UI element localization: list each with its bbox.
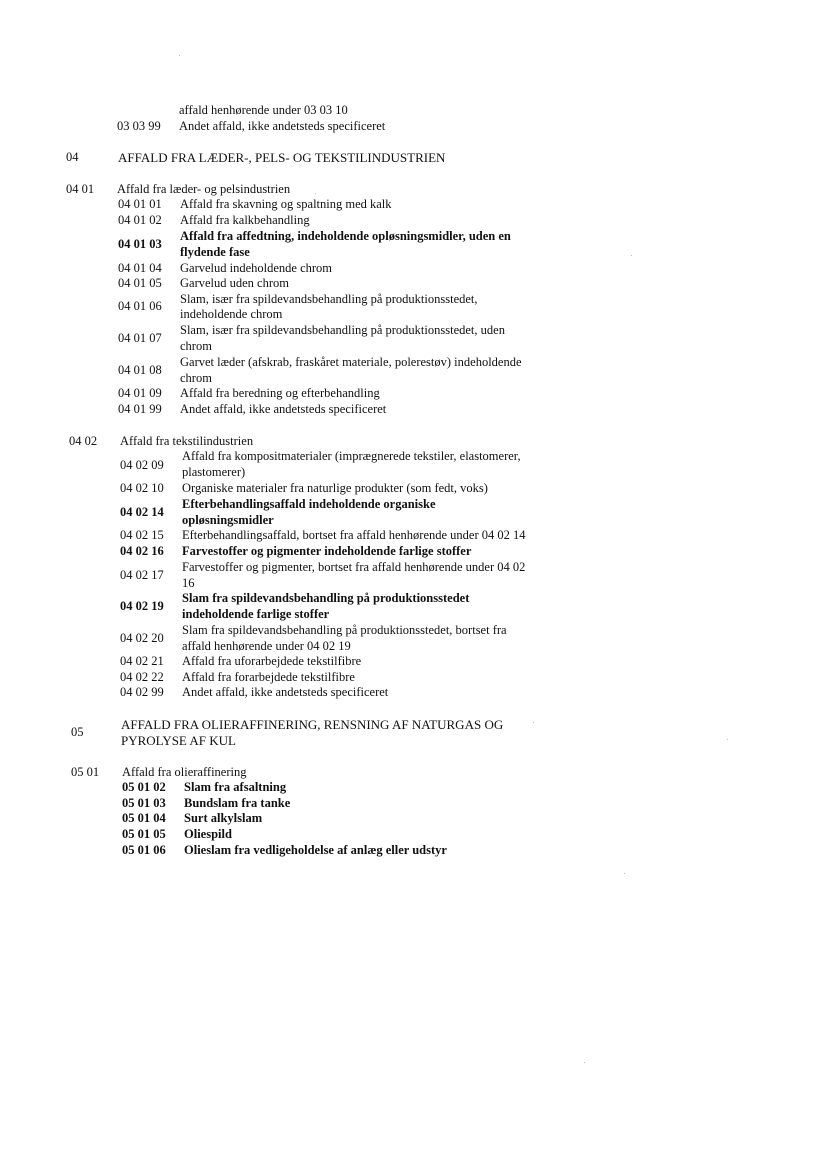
waste-description: chrom (180, 371, 212, 385)
waste-code: 04 01 99 (118, 402, 162, 416)
hazardous-waste-description: opløsningsmidler (182, 513, 274, 527)
waste-code: 04 01 07 (118, 331, 162, 345)
scan-speck (631, 255, 632, 256)
waste-description: chrom (180, 339, 212, 353)
waste-code: 04 02 17 (120, 568, 164, 582)
waste-description: Affald fra forarbejdede tekstilfibre (182, 670, 355, 684)
section-title: Affald fra olieraffinering (122, 765, 247, 779)
scan-speck (179, 55, 180, 56)
hazardous-waste-description: Slam fra afsaltning (184, 780, 287, 794)
waste-code: 04 02 22 (120, 670, 164, 684)
hazardous-waste-code: 05 01 02 (122, 780, 166, 794)
waste-description: Affald fra kompositmaterialer (imprægnerede tekstiler, elastomerer, (182, 449, 521, 463)
waste-code: 04 02 20 (120, 631, 164, 645)
chapter-code: 05 (71, 725, 84, 739)
waste-description: Andet affald, ikke andetsteds specificeret (179, 119, 386, 133)
chapter-title: AFFALD FRA OLIERAFFINERING, RENSNING AF NATURGAS OG (121, 717, 504, 732)
hazardous-waste-code: 04 01 03 (118, 237, 162, 251)
waste-description: Organiske materialer fra naturlige produkter (som fedt, voks) (182, 481, 488, 495)
hazardous-waste-description: indeholdende farlige stoffer (182, 607, 330, 621)
waste-code: 04 01 01 (118, 197, 162, 211)
waste-description: Andet affald, ikke andetsteds specificeret (182, 685, 389, 699)
hazardous-waste-code: 05 01 05 (122, 827, 166, 841)
waste-description: Affald fra kalkbehandling (180, 213, 310, 227)
waste-code: 04 01 09 (118, 386, 162, 400)
waste-code: 04 02 10 (120, 481, 164, 495)
waste-description: Efterbehandlingsaffald, bortset fra affald henhørende under 04 02 14 (182, 528, 526, 542)
waste-code: 04 02 09 (120, 458, 164, 472)
waste-description: affald henhørende under 04 02 19 (182, 639, 351, 653)
waste-code: 04 01 04 (118, 261, 162, 275)
hazardous-waste-code: 04 02 16 (120, 544, 164, 558)
waste-code: 04 01 02 (118, 213, 162, 227)
hazardous-waste-code: 05 01 06 (122, 843, 166, 857)
waste-code: 04 01 05 (118, 276, 162, 290)
waste-description: Andet affald, ikke andetsteds specificeret (180, 402, 387, 416)
waste-description: Affald fra uforarbejdede tekstilfibre (182, 654, 362, 668)
waste-description: Garvet læder (afskrab, fraskåret materiale, polerestøv) indeholdende (180, 355, 522, 369)
hazardous-waste-code: 04 02 19 (120, 599, 164, 613)
hazardous-waste-description: Affald fra affedtning, indeholdende opløsningsmidler, uden en (180, 229, 511, 243)
hazardous-waste-description: Farvestoffer og pigmenter indeholdende farlige stoffer (182, 544, 472, 558)
hazardous-waste-code: 04 02 14 (120, 505, 164, 519)
waste-code: 03 03 99 (117, 119, 161, 133)
hazardous-waste-code: 05 01 03 (122, 796, 166, 810)
waste-description: Slam, især fra spildevandsbehandling på produktionsstedet, (180, 292, 478, 306)
scan-speck (533, 722, 534, 723)
hazardous-waste-description: Surt alkylslam (184, 811, 263, 825)
waste-code: 04 02 99 (120, 685, 164, 699)
waste-code: 04 02 21 (120, 654, 164, 668)
waste-description: Farvestoffer og pigmenter, bortset fra affald henhørende under 04 02 (182, 560, 526, 574)
waste-code: 04 01 08 (118, 363, 162, 377)
waste-description: 16 (182, 576, 195, 590)
section-code: 04 01 (66, 182, 95, 196)
waste-description: Affald fra skavning og spaltning med kalk (180, 197, 392, 211)
waste-description: plastomerer) (182, 465, 246, 479)
scan-speck (584, 1062, 585, 1063)
section-title: Affald fra tekstilindustrien (120, 434, 254, 448)
hazardous-waste-description: flydende fase (180, 245, 250, 259)
waste-description: Garvelud indeholdende chrom (180, 261, 333, 275)
scan-speck (315, 193, 316, 194)
waste-description: Slam fra spildevandsbehandling på produktionsstedet, bortset fra (182, 623, 507, 637)
waste-description: Slam, især fra spildevandsbehandling på produktionsstedet, uden (180, 323, 505, 337)
waste-code: 04 02 15 (120, 528, 164, 542)
section-title: Affald fra læder- og pelsindustrien (117, 182, 291, 196)
section-code: 05 01 (71, 765, 100, 779)
hazardous-waste-description: Efterbehandlingsaffald indeholdende organiske (182, 497, 436, 511)
waste-description: Affald fra beredning og efterbehandling (180, 386, 380, 400)
hazardous-waste-description: Slam fra spildevandsbehandling på produktionsstedet (182, 591, 470, 605)
waste-description: indeholdende chrom (180, 307, 283, 321)
hazardous-waste-description: Oliespild (184, 827, 232, 841)
continuation-line: affald henhørende under 03 03 10 (179, 103, 348, 117)
chapter-code: 04 (66, 150, 79, 164)
hazardous-waste-description: Olieslam fra vedligeholdelse af anlæg eller udstyr (184, 843, 447, 857)
waste-description: Garvelud uden chrom (180, 276, 289, 290)
scan-speck (624, 873, 625, 874)
waste-code: 04 01 06 (118, 299, 162, 313)
chapter-title: AFFALD FRA LÆDER-, PELS- OG TEKSTILINDUSTRIEN (118, 150, 446, 165)
hazardous-waste-description: Bundslam fra tanke (184, 796, 291, 810)
scan-speck (727, 739, 728, 740)
chapter-title: PYROLYSE AF KUL (121, 733, 236, 748)
section-code: 04 02 (69, 434, 98, 448)
hazardous-waste-code: 05 01 04 (122, 811, 166, 825)
